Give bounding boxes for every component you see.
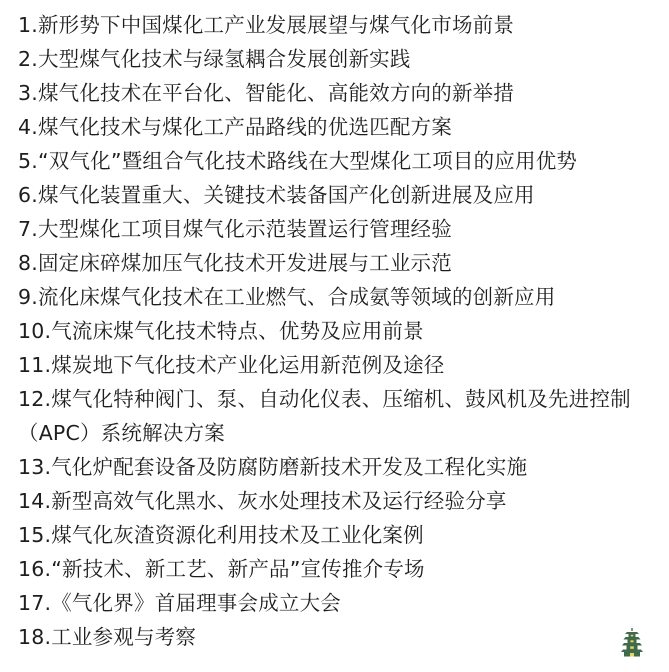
topic-item-4: 4.煤气化技术与煤化工产品路线的优选匹配方案 bbox=[18, 115, 452, 139]
topic-item-16: 16.“新技术、新工艺、新产品”宣传推介专场 bbox=[18, 557, 425, 581]
topic-item-17: 17.《气化界》首届理事会成立大会 bbox=[18, 591, 342, 615]
topic-item-15: 15.煤气化灰渣资源化利用技术及工业化案例 bbox=[18, 523, 424, 547]
topic-item-13: 13.气化炉配套设备及防腐防磨新技术开发及工程化实施 bbox=[18, 455, 528, 479]
topic-item-3: 3.煤气化技术在平台化、智能化、高能效方向的新举措 bbox=[18, 81, 515, 105]
topic-item-6: 6.煤气化装置重大、关键技术装备国产化创新进展及应用 bbox=[18, 183, 535, 207]
topic-item-1: 1.新形势下中国煤化工产业发展展望与煤气化市场前景 bbox=[18, 13, 515, 37]
topic-item-2: 2.大型煤气化技术与绿氢耦合发展创新实践 bbox=[18, 47, 411, 71]
topic-list bbox=[18, 8, 654, 654]
topic-item-9: 9.流化床煤气化技术在工业燃气、合成氨等领域的创新应用 bbox=[18, 285, 556, 309]
topic-item-12: 12.煤气化特种阀门、泵、自动化仪表、压缩机、鼓风机及先进控制（APC）系统解决方案 bbox=[18, 387, 631, 445]
topic-item-11: 11.煤炭地下气化技术产业化运用新范例及途径 bbox=[18, 353, 445, 377]
topic-item-7: 7.大型煤化工项目煤气化示范装置运行管理经验 bbox=[18, 217, 452, 241]
topic-item-14: 14.新型高效气化黑水、灰水处理技术及运行经验分享 bbox=[18, 489, 507, 513]
topic-item-18: 18.工业参观与考察 bbox=[18, 625, 197, 649]
topic-item-5: 5.“双气化”暨组合气化技术路线在大型煤化工项目的应用优势 bbox=[18, 149, 578, 173]
pagoda-icon bbox=[621, 628, 643, 658]
topic-item-10: 10.气流床煤气化技术特点、优势及应用前景 bbox=[18, 319, 424, 343]
topic-item-8: 8.固定床碎煤加压气化技术开发进展与工业示范 bbox=[18, 251, 452, 275]
